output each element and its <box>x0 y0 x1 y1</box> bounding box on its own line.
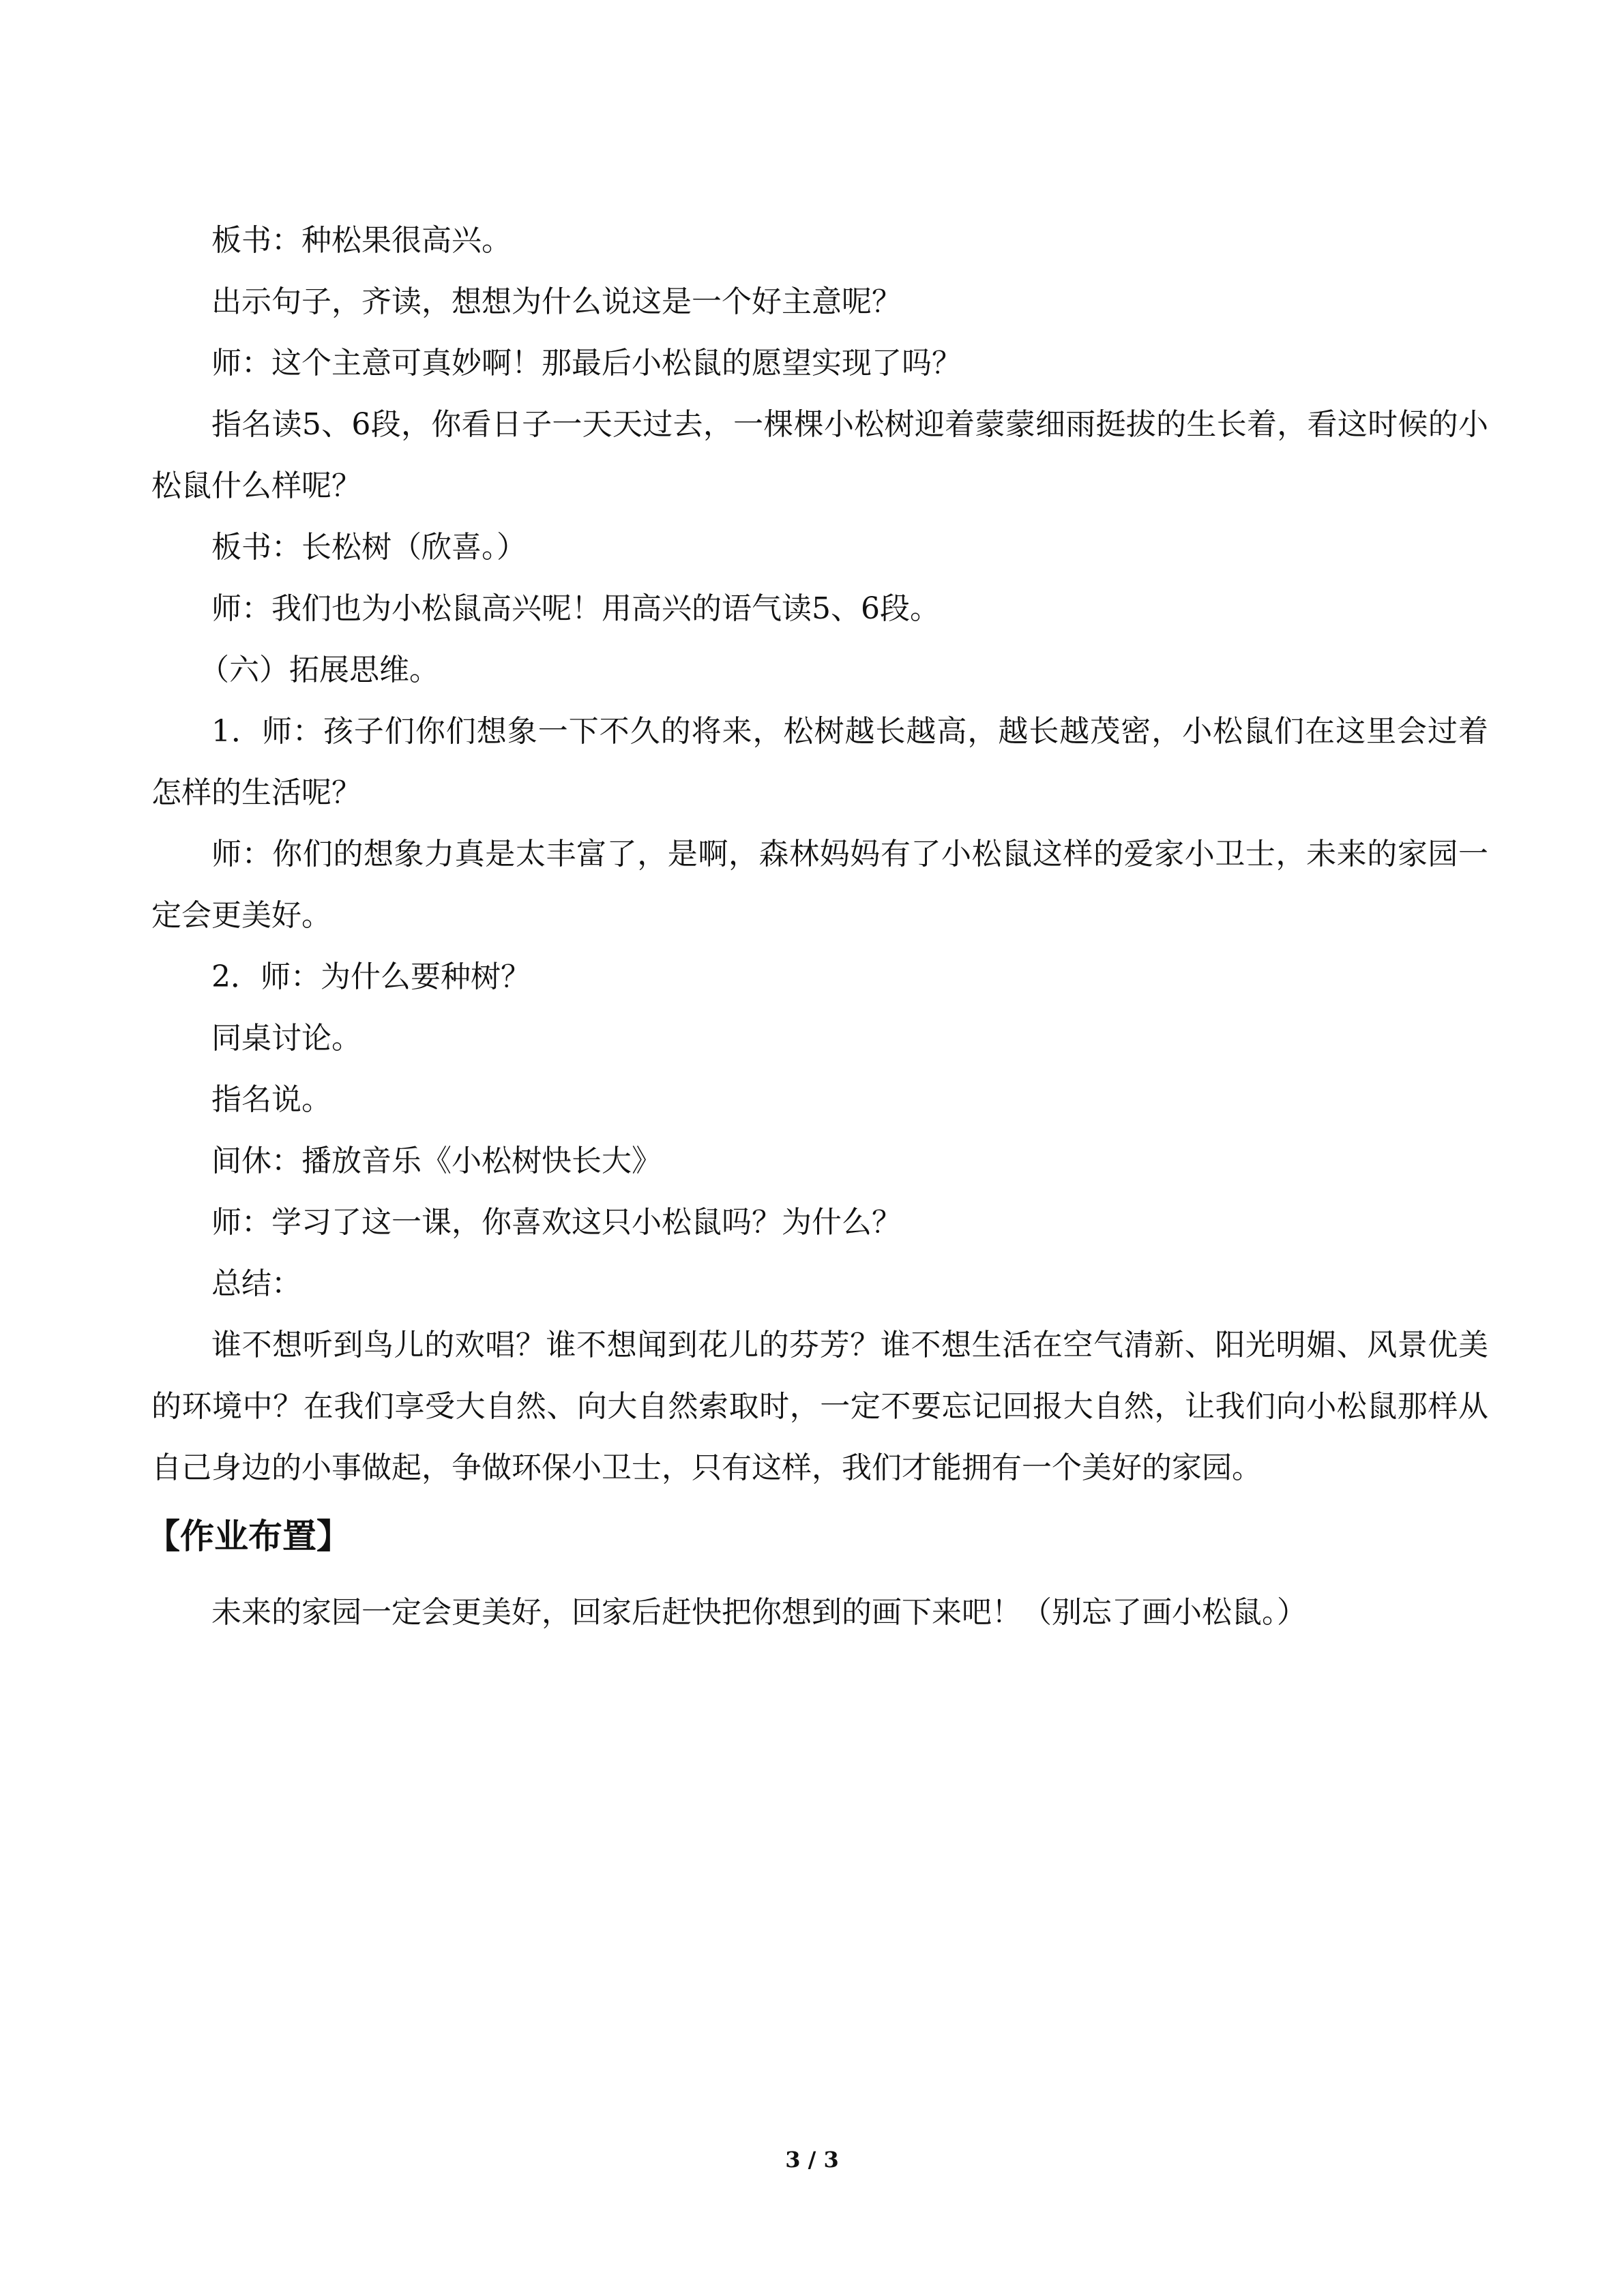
paragraph-9: 师：你们的想象力真是太丰富了，是啊，森林妈妈有了小松鼠这样的爱家小卫士，未来的家园一定会更美好。 <box>151 837 1488 933</box>
homework-heading: 【作业布置】 <box>146 1517 351 1556</box>
page-number: 3 / 3 <box>785 2147 839 2173</box>
paragraph-10: 2．师：为什么要种树？ <box>211 959 531 994</box>
paragraph-6: 师：我们也为小松鼠高兴呢！用高兴的语气读5、6段。 <box>211 591 940 626</box>
paragraph-1: 板书：种松果很高兴。 <box>211 223 512 258</box>
homework-text: 未来的家园一定会更美好，回家后赶快把你想到的画下来吧！（别忘了画小松鼠。） <box>211 1595 1307 1630</box>
paragraph-8: 1．师：孩子们你们想象一下不久的将来，松树越长越高，越长越茂密，小松鼠们在这里会过着怎样的生活呢？ <box>151 714 1488 810</box>
paragraph-13: 间休：播放音乐《小松树快长大》 <box>211 1144 662 1178</box>
paragraph-3: 师：这个主意可真妙啊！那最后小松鼠的愿望实现了吗？ <box>211 346 962 381</box>
paragraph-5: 板书：长松树（欣喜。） <box>211 530 527 565</box>
paragraph-2: 出示句子，齐读，想想为什么说这是一个好主意呢？ <box>211 284 902 319</box>
document-body <box>146 210 1488 1643</box>
paragraph-11: 同桌讨论。 <box>211 1021 361 1056</box>
paragraph-12: 指名说。 <box>211 1082 331 1117</box>
paragraph-15: 总结： <box>211 1266 301 1301</box>
summary-paragraph: 谁不想听到鸟儿的欢唱？谁不想闻到花儿的芬芳？谁不想生活在空气清新、阳光明媚、风景优美的环境中？在我们享受大自然、向大自然索取时，一定不要忘记回报大自然，让我们向小松鼠那样从自己身边的小事做起，争做环保小卫士，只有这样，我们才能拥有一个美好的家园。 <box>151 1328 1488 1485</box>
paragraph-14: 师：学习了这一课，你喜欢这只小松鼠吗？为什么？ <box>211 1205 902 1240</box>
paragraph-4: 指名读5、6段，你看日子一天天过去，一棵棵小松树迎着蒙蒙细雨挺拔的生长着，看这时候的小松鼠什么样呢？ <box>151 407 1488 503</box>
section-heading-extend-thinking: （六）拓展思维。 <box>199 653 439 687</box>
